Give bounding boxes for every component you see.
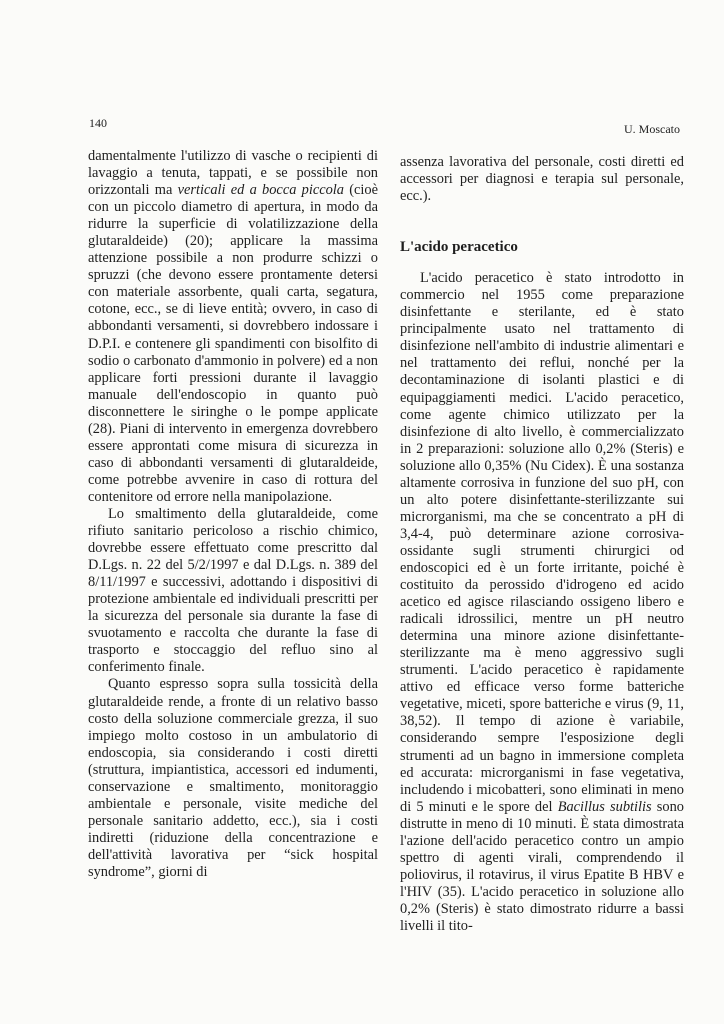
paragraph bbox=[88, 148, 378, 506]
left-column bbox=[88, 148, 378, 881]
paragraph bbox=[400, 270, 684, 935]
page-number: 140 bbox=[89, 116, 107, 130]
emphasis-text: verticali ed a bocca piccola bbox=[177, 182, 344, 199]
running-head: U. Moscato bbox=[624, 122, 680, 136]
paragraph-text: L'acido peracetico è stato introdotto in commercio nel 1955 come preparazione disinfettante e sterilante, ed è stato principalmente usato nel trattamento di disinfezione nell'ambito di industrie alimentari e nel trattamento dei reflui, nonché per la decontaminazione di isolanti plastici e di equipaggiamenti medici. L'acido peracetico, come agente chimico utilizzato per la disinfezione di alto livello, è commercializzato in 2 preparazioni: soluzione allo 0,2% (Steris) e soluzione allo 0,35% (Nu Cidex). È una sostanza altamente corrosiva in funzione del suo pH, con un alto potere disinfettante-sterilizzante sui microrganismi, ma che se concentrato a pH di 3,4-4, può determinare azione corrosiva-ossidante sugli strumenti chirurgici od endoscopici ed è un forte irritante, poiché è costituito da perossido d'idrogeno ed acido acetico ed agisce rilasciando ossigeno libero e radicali idrossilici, mentre un pH neutro determina una minore azione disinfettante-sterilizzante ma è meno aggressivo sugli strumenti. L'acido peracetico è rapidamente attivo ed efficace verso forme batteriche vegetative, miceti, spore batteriche e virus (9, 11, 38,52). Il tempo di azione è variabile, considerando sempre l'esposizione degli strumenti ad un bagno in immersione completa ed accurata: microrganismi in fase vegetativa, includendo i micobatteri, sono eliminati in meno di 5 minuti e le spore del bbox=[400, 270, 684, 815]
paragraph: Lo smaltimento della glutaraldeide, come rifiuto sanitario pericoloso a rischio chimico, dovrebbe essere effettuato come prescritto dal D.Lgs. n. 22 del 5/2/1997 e dal D.Lgs. n. 389 del 8/11/1997 e successivi, adottando i dispositivi di protezione ambientale ed individuali prescritti per la sicurezza del personale sia durante la fase di svuotamento e raccolta che durante la fase di trasporto e stoccaggio del refluo sino al conferimento finale. bbox=[88, 505, 378, 676]
right-column bbox=[400, 154, 684, 935]
section-heading: L'acido peracetico bbox=[400, 239, 518, 256]
paragraph: Quanto espresso sopra sulla tossicità della glutaraldeide rende, a fronte di un relativo basso costo della soluzione commerciale grezza, il suo impiego molto costoso in un ambulatorio di endoscopia, sia considerando i costi diretti (struttura, impiantistica, accessori ed indumenti, conservazione e smaltimento, monitoraggio ambientale e personale, visite mediche del personale sanitario addetto, ecc.), sia i costi indiretti (riduzione della concentrazione e dell'attività lavorativa per “sick hospital syndrome”, giorni di bbox=[88, 676, 378, 880]
emphasis-text: Bacillus subtilis bbox=[557, 798, 652, 815]
paragraph-text: sono distrutte in meno di 10 minuti. È stata dimostrata l'azione dell'acido peracetico contro un ampio spettro di agenti virali, comprendendo il poliovirus, il rotavirus, il virus Epatite B HBV e l'HIV (35). L'acido peracetico in soluzione allo 0,2% (Steris) è stato dimostrato ridurre a bassi livelli il tito- bbox=[400, 798, 684, 934]
paragraph-text: (cioè con un piccolo diametro di apertura, in modo da ridurre la superficie di volatilizzazione della glutaraldeide) (20); applicare la massima attenzione possibile a non produrre schizzi o spruzzi (che devono essere prontamente detersi con materiale assorbente, quali carta, segatura, cotone, ecc., se di lieve entità; ovvero, in caso di abbondanti versamenti, si dovrebbero indossare i D.P.I. e contenere gli spandimenti con bisolfito di sodio o carbonato d'ammonio in polvere) ed a non applicare forti pressioni durante il lavaggio manuale dell'endoscopio in quanto può disconnettere le siringhe o le pompe applicate (28). Piani di intervento in emergenza dovrebbero essere approntati come misura di sicurezza in caso di abbondanti versamenti di glutaraldeide, come potrebbe avvenire in caso di rottura del contenitore od errore nella manipolazione. bbox=[88, 182, 378, 505]
paragraph-text: damentalmente l'utilizzo di vasche o recipienti di lavaggio a tenuta, tappati, e se possibile non orizzontali ma bbox=[88, 148, 378, 199]
paragraph: assenza lavorativa del personale, costi diretti ed accessori per diagnosi e terapia sul personale, ecc.). bbox=[400, 154, 684, 205]
